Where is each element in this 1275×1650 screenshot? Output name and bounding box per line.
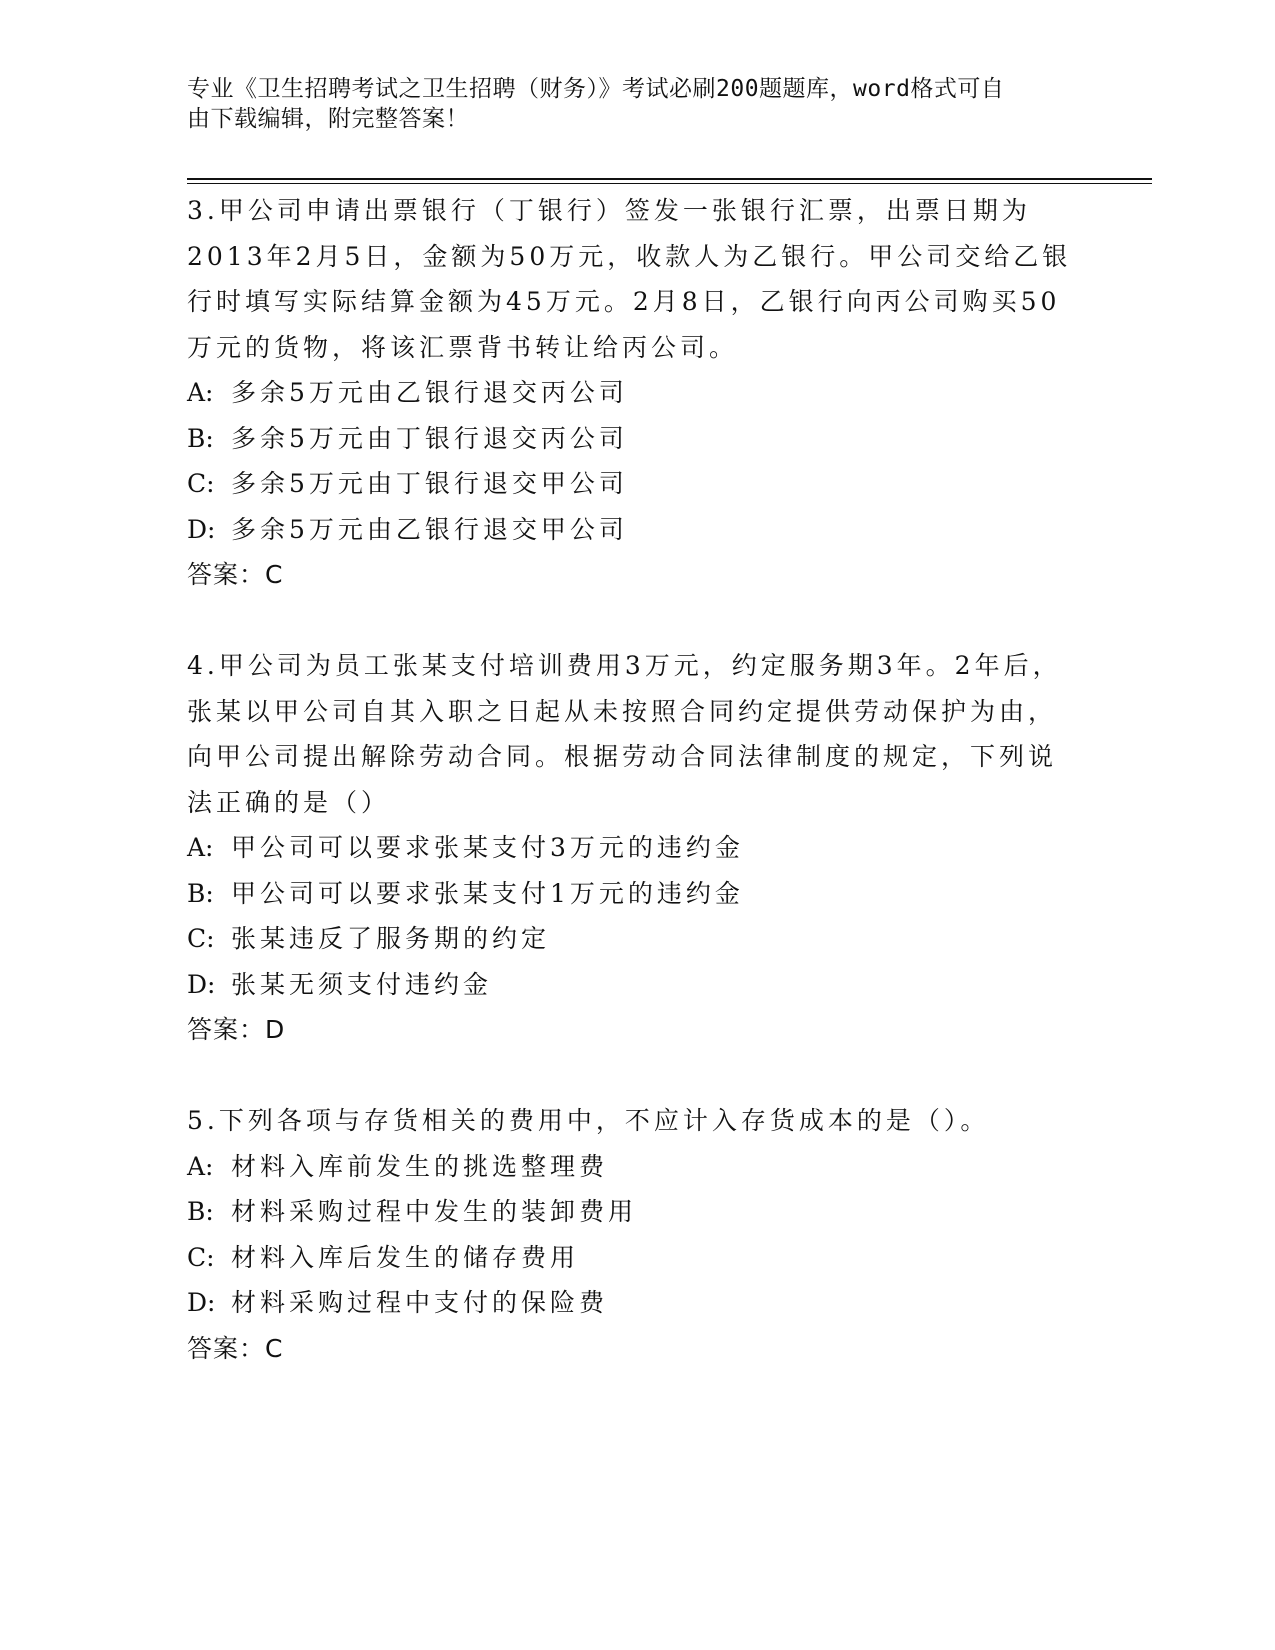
option-d (187, 962, 1087, 1008)
question-stem-line: 张某以甲公司自其入职之日起从未按照合同约定提供劳动保护为由， (187, 696, 1058, 726)
question-stem-line: 万元的货物，将该汇票背书转让给丙公司。 (187, 332, 739, 362)
question-stem-line: 5.下列各项与存货相关的费用中，不应计入存货成本的是（）。 (187, 1106, 990, 1135)
question-4 (187, 643, 1087, 1053)
option-a (187, 370, 1087, 416)
option-text: 材料入库后发生的储存费用 (231, 1242, 580, 1272)
option-key: B: (187, 878, 214, 908)
question-stem-line: 4.甲公司为员工张某支付培训费用3万元，约定服务期3年。2年后， (187, 651, 1062, 680)
question-stem-line: 3.甲公司申请出票银行（丁银行）签发一张银行汇票，出票日期为 (187, 196, 1031, 225)
option-text: 多余5万元由丁银行退交甲公司 (231, 469, 628, 498)
option-c (187, 916, 1087, 962)
option-key: B: (187, 1197, 214, 1226)
option-text: 张某违反了服务期的约定 (231, 924, 551, 953)
option-b (187, 871, 1087, 917)
header-line-1: 专业《卫生招聘考试之卫生招聘（财务）》考试必刷200题题库，word格式可自 (187, 76, 1005, 102)
page-header (187, 74, 1067, 134)
option-key: D: (187, 1288, 216, 1317)
option-key: A: (187, 378, 214, 407)
question-3 (187, 188, 1087, 598)
question-stem-line: 向甲公司提出解除劳动合同。根据劳动合同法律制度的规定，下列说 (187, 742, 1058, 771)
question-stem-line: 2013年2月5日，金额为50万元，收款人为乙银行。甲公司交给乙银 (187, 241, 1072, 271)
option-d (187, 1280, 1087, 1326)
option-key: C: (187, 924, 215, 953)
header-divider-thin (187, 183, 1152, 184)
answer: 答案：C (187, 1333, 284, 1363)
option-text: 材料采购过程中支付的保险费 (231, 1288, 609, 1317)
option-text: 甲公司可以要求张某支付1万元的违约金 (231, 878, 744, 908)
option-d (187, 507, 1087, 553)
header-line-2: 由下载编辑，附完整答案！ (187, 106, 469, 132)
question-5 (187, 1098, 1087, 1371)
question-stem-line: 行时填写实际结算金额为45万元。2月8日，乙银行向丙公司购买50 (187, 287, 1061, 316)
option-text: 甲公司可以要求张某支付3万元的违约金 (231, 833, 744, 862)
option-text: 材料采购过程中发生的装卸费用 (231, 1197, 638, 1226)
option-text: 张某无须支付违约金 (231, 969, 493, 999)
option-key: C: (187, 469, 215, 498)
option-a (187, 825, 1087, 871)
answer: 答案：C (187, 560, 284, 589)
option-b (187, 1189, 1087, 1235)
option-b (187, 416, 1087, 462)
option-text: 多余5万元由丁银行退交丙公司 (231, 423, 628, 453)
option-key: D: (187, 514, 216, 544)
option-text: 材料入库前发生的挑选整理费 (231, 1151, 609, 1181)
option-key: C: (187, 1242, 215, 1272)
option-text: 多余5万元由乙银行退交丙公司 (231, 378, 628, 407)
option-key: A: (187, 833, 214, 862)
option-key: D: (187, 969, 216, 999)
header-divider (187, 178, 1152, 180)
answer: 答案：D (187, 1015, 286, 1044)
question-stem-line: 法正确的是（） (187, 787, 391, 817)
option-c (187, 1235, 1087, 1281)
option-key: B: (187, 423, 214, 453)
option-a (187, 1144, 1087, 1190)
option-text: 多余5万元由乙银行退交甲公司 (231, 514, 628, 544)
option-key: A: (187, 1151, 214, 1181)
option-c (187, 461, 1087, 507)
